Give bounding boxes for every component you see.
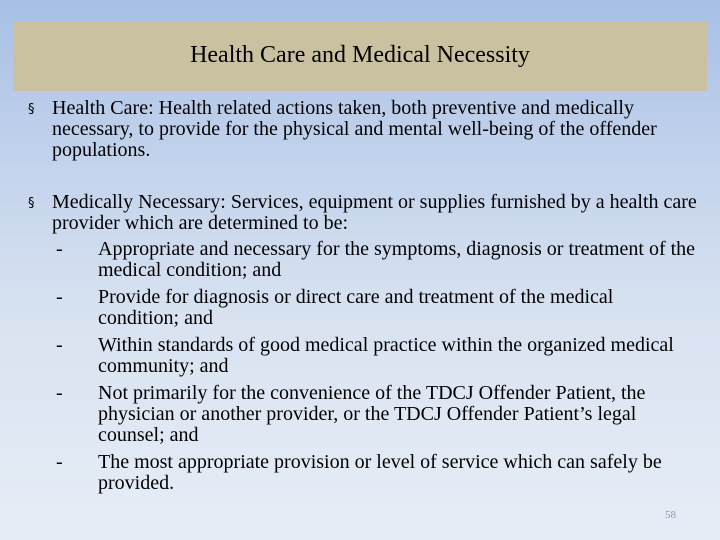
page-number: 58 — [665, 509, 676, 521]
dash-marker: - — [56, 286, 63, 308]
list-item-text: Appropriate and necessary for the symptoms, diagnosis or treatment of the medical condition; and — [98, 238, 696, 281]
bullet-text: Medically Necessary: Services, equipment or supplies furnished by a health care provider which are determined to be: — [52, 191, 697, 234]
list-item — [52, 287, 698, 329]
list-item-text: Within standards of good medical practice within the organized medical community; and — [98, 334, 674, 377]
list-item-text: Provide for diagnosis or direct care and treatment of the medical condition; and — [98, 286, 614, 329]
dash-marker: - — [56, 238, 63, 260]
dash-marker: - — [56, 334, 63, 356]
title-bar — [13, 21, 707, 91]
bullet-marker-icon: § — [28, 102, 35, 117]
list-item — [52, 452, 698, 494]
dash-marker: - — [56, 451, 63, 473]
bullet-text: Health Care: Health related actions taken, both preventive and medically necessary, to provide for the physical and mental well-being of the offender populations. — [52, 97, 657, 161]
list-item — [52, 239, 698, 281]
list-item — [52, 335, 698, 377]
criteria-list — [52, 239, 698, 494]
slide-content — [28, 98, 698, 494]
slide-title: Health Care and Medical Necessity — [190, 42, 530, 68]
list-item-text: The most appropriate provision or level of service which can safely be provided. — [98, 451, 662, 494]
bullet-medically-necessary — [28, 192, 698, 494]
dash-marker: - — [56, 382, 63, 404]
bullet-health-care — [28, 98, 698, 161]
list-item-text: Not primarily for the convenience of the TDCJ Offender Patient, the physician or another provider, or the TDCJ Offender Patient’s legal counsel; and — [98, 382, 646, 446]
list-item — [52, 383, 698, 446]
bullet-marker-icon: § — [28, 196, 35, 211]
